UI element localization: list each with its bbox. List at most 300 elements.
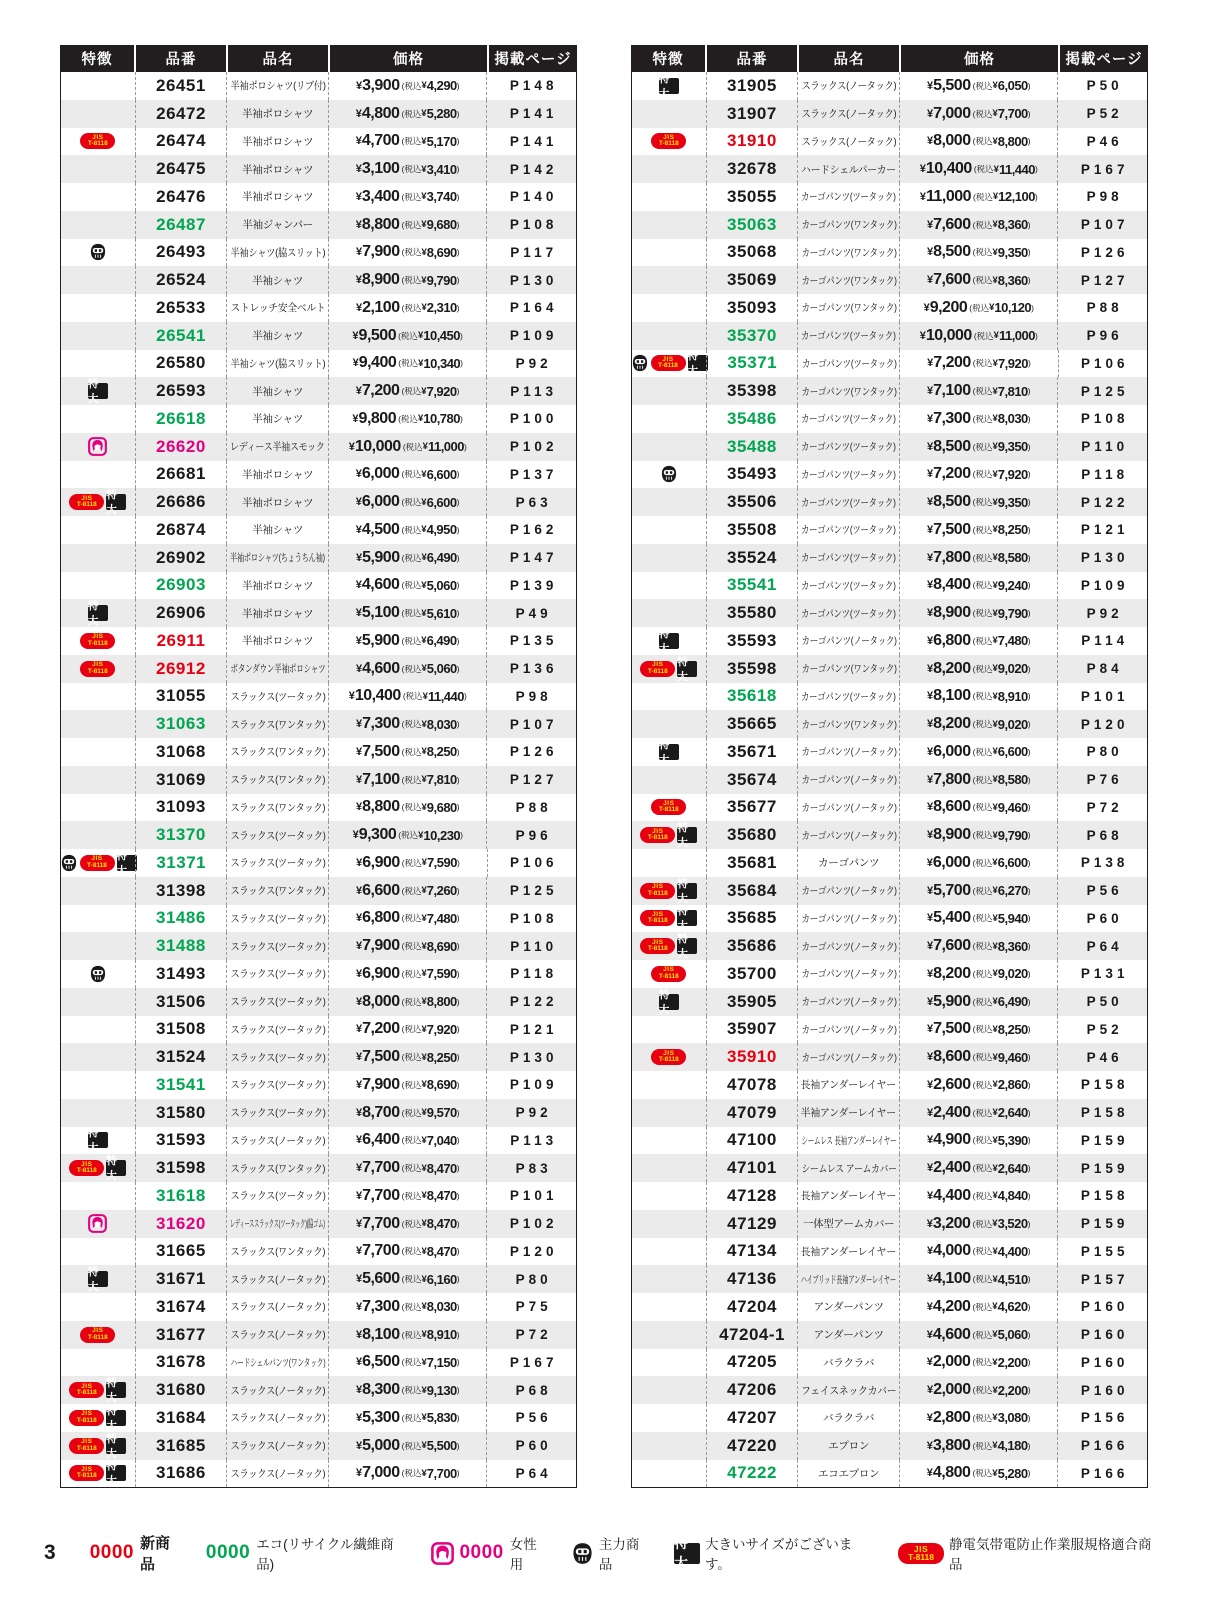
header-product-name: 品名 [797,45,899,72]
product-number: 35686 [706,932,798,960]
page-ref: P76 [1057,766,1147,794]
tokudai-badge: 特大 [106,1382,126,1398]
jis-t8118-badge: JIS T-8118 [651,966,686,982]
table-row [61,100,576,128]
feature-icons [61,544,135,572]
table-row [61,1376,576,1404]
price: ¥ 8,100 (税込 ¥ 8,910 ) [328,1321,486,1349]
feature-icons [632,1099,706,1127]
product-number: 35684 [706,877,798,905]
product-number: 35063 [706,211,798,239]
jis-t8118-badge: JIS T-8118 [69,1438,104,1454]
price: ¥ 3,100 (税込 ¥ 3,410 ) [328,155,486,183]
page-ref: P118 [486,960,576,988]
feature-icons [632,72,706,100]
price: ¥ 7,700 (税込 ¥ 8,470 ) [328,1154,486,1182]
product-number: 35493 [706,461,798,489]
skull-icon [631,354,649,372]
product-number: 35488 [706,433,798,461]
product-number: 31068 [135,738,227,766]
table-row [61,766,576,794]
page-ref: P147 [486,544,576,572]
header-features: 特徴 [652,52,684,68]
table-row [61,627,576,655]
table-row [61,988,576,1016]
page-ref: P160 [1057,1349,1147,1377]
table-row [632,100,1147,128]
page-ref: P159 [1057,1127,1147,1155]
product-name: 半袖ポロシャツ [242,579,314,592]
price: ¥ 8,000 (税込 ¥ 8,800 ) [899,128,1057,156]
product-name: 一体型アームカバー [802,1218,895,1231]
price: ¥ 8,300 (税込 ¥ 9,130 ) [328,1376,486,1404]
product-name: カーゴパンツ(ワンタック) [801,385,897,398]
page-ref: P160 [1057,1321,1147,1349]
page-ref: P46 [1057,1043,1147,1071]
page-ref: P162 [486,516,576,544]
product-name: スラックス(ノータック) [801,135,897,148]
feature-icons [632,988,706,1016]
product-number: 26474 [135,128,227,156]
product-name: スラックス(ツータック) [230,1023,326,1036]
product-name: カーゴパンツ(ツータック) [801,579,897,592]
feature-icons [61,294,135,322]
price: ¥ 9,200 (税込 ¥ 10,120 ) [899,294,1057,322]
page-ref: P120 [1057,710,1147,738]
product-name: エコエプロン [818,1467,880,1480]
feature-icons [61,1293,135,1321]
product-number: 47204-1 [706,1321,798,1349]
table-row [632,1127,1147,1155]
table-row [632,350,1147,378]
jis-t8118-badge: JIS T-8118 [640,827,675,843]
tokudai-badge: 特大 [659,744,679,760]
product-number: 31686 [135,1460,227,1488]
price: ¥ 8,700 (税込 ¥ 9,570 ) [328,1099,486,1127]
page-ref: P127 [486,766,576,794]
product-number: 47205 [706,1349,798,1377]
feature-icons [61,794,135,822]
feature-icons [632,821,706,849]
price: ¥ 6,900 (税込 ¥ 7,590 ) [328,849,486,877]
page-ref: P166 [1057,1432,1147,1460]
product-name: 長袖アンダーレイヤー [800,1245,897,1258]
page-ref: P110 [486,932,576,960]
tokudai-badge: 特大 [677,910,697,926]
feature-icons [632,544,706,572]
page-ref: P84 [1057,655,1147,683]
page-ref: P68 [1057,821,1147,849]
price: ¥ 5,900 (税込 ¥ 6,490 ) [328,627,486,655]
page-ref: P102 [486,1210,576,1238]
legend-jis-label: 静電気帯電防止作業服規格適合商品 [949,1537,1152,1572]
product-name: スラックス(ノータック) [230,1412,326,1425]
table-row [632,821,1147,849]
product-name: スラックス(ツータック) [230,1051,326,1064]
price: ¥ 4,800 (税込 ¥ 5,280 ) [328,100,486,128]
table-row [632,72,1147,100]
price: ¥ 6,000 (税込 ¥ 6,600 ) [899,849,1057,877]
product-name: ハイブリッド長袖アンダーレイヤー [801,1273,897,1286]
product-number: 47128 [706,1182,798,1210]
price: ¥ 4,500 (税込 ¥ 4,950 ) [328,516,486,544]
legend-eco-label: エコ(リサイクル繊維商品) [256,1537,394,1572]
table-row [61,960,576,988]
product-name: 半袖アンダーレイヤー [800,1107,897,1120]
product-name: シームレス 長袖アンダーレイヤー [801,1134,897,1147]
page-ref: P60 [1057,905,1147,933]
price: ¥ 4,000 (税込 ¥ 4,400 ) [899,1238,1057,1266]
table-row [61,183,576,211]
page-ref: P136 [486,655,576,683]
header-price: 価格 [328,45,487,72]
jis-t8118-badge: JIS T-8118 [640,883,675,899]
product-number: 35907 [706,1016,798,1044]
page-ref: P113 [486,1127,576,1155]
table-row [632,960,1147,988]
tokudai-badge: 特大 [674,1543,700,1564]
product-name: カーゴパンツ(ノータック) [801,746,897,759]
table-row [61,516,576,544]
table-row [632,655,1147,683]
table-row [632,1016,1147,1044]
product-number: 31541 [135,1071,227,1099]
page-ref: P135 [486,627,576,655]
feature-icons [61,1349,135,1377]
women-icon [88,1214,107,1233]
price: ¥ 7,500 (税込 ¥ 8,250 ) [899,1016,1057,1044]
feature-icons [61,1099,135,1127]
product-name: スラックス(ツータック) [230,690,326,703]
table-row [61,266,576,294]
page-ref: P88 [1057,294,1147,322]
page-ref: P141 [486,128,576,156]
table-row [632,905,1147,933]
feature-icons [61,683,135,711]
page-ref: P156 [1057,1404,1147,1432]
feature-icons [61,72,135,100]
product-table-left [60,45,577,1488]
product-number: 31488 [135,932,227,960]
tokudai-badge: 特大 [106,1465,126,1481]
skull-icon [571,1542,594,1565]
table-row [61,1210,576,1238]
feature-icons [61,1043,135,1071]
price: ¥ 5,400 (税込 ¥ 5,940 ) [899,905,1057,933]
price: ¥ 4,600 (税込 ¥ 5,060 ) [328,572,486,600]
price: ¥ 8,900 (税込 ¥ 9,790 ) [899,821,1057,849]
page-ref: P158 [1057,1182,1147,1210]
price: ¥ 7,600 (税込 ¥ 8,360 ) [899,266,1057,294]
feature-icons [61,1182,135,1210]
page-ref: P107 [1057,211,1147,239]
product-name: カーゴパンツ(ツータック) [801,441,897,454]
header-features: 特徴 [81,52,113,68]
product-name: カーゴパンツ(ノータック) [801,912,897,925]
table-row [632,1349,1147,1377]
table-row [61,294,576,322]
header-product-number: 品番 [134,45,226,72]
page-ref: P137 [486,461,576,489]
feature-icons [632,322,706,350]
table-row [632,794,1147,822]
page-ref: P101 [1057,683,1147,711]
page-ref: P118 [1057,461,1147,489]
price: ¥ 8,500 (税込 ¥ 9,350 ) [899,433,1057,461]
price: ¥ 4,700 (税込 ¥ 5,170 ) [328,128,486,156]
product-number: 47101 [706,1154,798,1182]
price: ¥ 2,800 (税込 ¥ 3,080 ) [899,1404,1057,1432]
price: ¥ 8,800 (税込 ¥ 9,680 ) [328,794,486,822]
price: ¥ 7,900 (税込 ¥ 8,690 ) [328,239,486,267]
price: ¥ 6,000 (税込 ¥ 6,600 ) [899,738,1057,766]
price: ¥ 7,900 (税込 ¥ 8,690 ) [328,932,486,960]
product-name: 半袖シャツ [252,524,304,537]
page-ref: P138 [1057,849,1147,877]
product-name: 半袖ポロシャツ [242,635,314,648]
jis-t8118-badge: JIS T-8118 [640,661,675,677]
price: ¥ 7,900 (税込 ¥ 8,690 ) [328,1071,486,1099]
table-row [632,461,1147,489]
table-row [61,710,576,738]
feature-icons [61,877,135,905]
jis-t8118-badge: JIS T-8118 [69,494,104,510]
table-row [632,266,1147,294]
feature-icons [61,655,135,683]
table-row [61,1071,576,1099]
table-row [61,1099,576,1127]
product-number: 26911 [135,627,227,655]
tokudai-badge: 特大 [659,994,679,1010]
table-row [632,572,1147,600]
price: ¥ 7,200 (税込 ¥ 7,920 ) [899,350,1057,378]
table-row [632,1460,1147,1488]
product-name: 半袖シャツ(脇スリット) [230,357,326,370]
product-name: カーゴパンツ(ツータック) [801,357,897,370]
page-ref: P164 [486,294,576,322]
page-ref: P121 [486,1016,576,1044]
feature-icons [61,1265,135,1293]
product-name: スラックス(ノータック) [230,1467,326,1480]
page-ref: P120 [486,1238,576,1266]
page-ref: P98 [1057,183,1147,211]
feature-icons [61,128,135,156]
table-row [61,211,576,239]
price: ¥ 4,800 (税込 ¥ 5,280 ) [899,1460,1057,1488]
feature-icons [61,849,135,877]
table-row [61,1265,576,1293]
table-row [632,1238,1147,1266]
table-row [61,405,576,433]
price: ¥ 6,900 (税込 ¥ 7,590 ) [328,960,486,988]
page-ref: P98 [486,683,576,711]
page-ref: P142 [486,155,576,183]
product-name: エプロン [828,1440,870,1453]
jis-t8118-badge: JIS T-8118 [80,661,115,677]
page-ref: P160 [1057,1293,1147,1321]
product-number: 31910 [706,128,798,156]
price: ¥ 3,900 (税込 ¥ 4,290 ) [328,72,486,100]
product-name: カーゴパンツ(ワンタック) [801,274,897,287]
table-row [632,211,1147,239]
price: ¥ 7,500 (税込 ¥ 8,250 ) [328,738,486,766]
page-ref: P166 [1057,1460,1147,1488]
product-name: カーゴパンツ(ツータック) [801,524,897,537]
table-row [632,516,1147,544]
feature-icons [61,1376,135,1404]
page-ref: P108 [1057,405,1147,433]
legend-tokudai [674,1533,876,1573]
product-number: 47222 [706,1460,798,1488]
feature-icons [61,350,135,378]
product-name: フェイスネックカバー [800,1384,897,1397]
product-number: 26580 [135,350,227,378]
product-table-right [631,45,1148,1488]
page-ref: P125 [486,877,576,905]
product-name: 長袖アンダーレイヤー [800,1079,897,1092]
page-ref: P68 [486,1376,576,1404]
table-row [61,461,576,489]
product-name: スラックス(ノータック) [230,1273,326,1286]
feature-icons [61,960,135,988]
table-row [632,183,1147,211]
price: ¥ 8,200 (税込 ¥ 9,020 ) [899,710,1057,738]
price: ¥ 7,300 (税込 ¥ 8,030 ) [328,710,486,738]
page-ref: P63 [486,488,576,516]
product-number: 26524 [135,266,227,294]
feature-icons [632,1293,706,1321]
price: ¥ 8,200 (税込 ¥ 9,020 ) [899,655,1057,683]
tokudai-badge: 特大 [677,827,697,843]
product-number: 31907 [706,100,798,128]
product-number: 35370 [706,322,798,350]
product-number: 26593 [135,377,227,405]
page-ref: P121 [1057,516,1147,544]
product-number: 35905 [706,988,798,1016]
price: ¥ 6,500 (税込 ¥ 7,150 ) [328,1349,486,1377]
jis-t8118-badge: JIS T-8118 [651,133,686,149]
feature-icons [632,1127,706,1155]
table-body [631,72,1148,1488]
price: ¥ 9,300 (税込 ¥ 10,230 ) [328,821,486,849]
women-icon [88,437,107,456]
table-row [632,1321,1147,1349]
product-number: 31674 [135,1293,227,1321]
jis-t8118-badge: JIS T-8118 [898,1543,944,1564]
product-number: 31620 [135,1210,227,1238]
feature-icons [632,1460,706,1488]
product-number: 35674 [706,766,798,794]
table-row [632,294,1147,322]
product-number: 31671 [135,1265,227,1293]
feature-icons [61,100,135,128]
product-name: スラックス(ノータック) [801,108,897,121]
product-name: スラックス(ワンタック) [230,746,326,759]
price: ¥ 7,000 (税込 ¥ 7,700 ) [328,1460,486,1488]
price: ¥ 7,700 (税込 ¥ 8,470 ) [328,1210,486,1238]
price: ¥ 5,700 (税込 ¥ 6,270 ) [899,877,1057,905]
product-name: カーゴパンツ(ツータック) [801,552,897,565]
price: ¥ 4,600 (税込 ¥ 5,060 ) [328,655,486,683]
table-row [61,849,576,877]
page-ref: P130 [486,266,576,294]
page-ref: P102 [486,433,576,461]
price: ¥ 8,600 (税込 ¥ 9,460 ) [899,794,1057,822]
table-row [632,627,1147,655]
price: ¥ 8,500 (税込 ¥ 9,350 ) [899,239,1057,267]
table-row [632,1210,1147,1238]
price: ¥ 7,000 (税込 ¥ 7,700 ) [899,100,1057,128]
product-number: 47078 [706,1071,798,1099]
tokudai-badge: 特大 [106,1438,126,1454]
feature-icons [632,905,706,933]
product-number: 31593 [135,1127,227,1155]
tokudai-badge: 特大 [106,1410,126,1426]
feature-icons [632,655,706,683]
page-ref: P157 [1057,1265,1147,1293]
product-name: スラックス(ワンタック) [230,1162,326,1175]
legend-new-label: 新商品 [139,1535,170,1573]
product-number: 31905 [706,72,798,100]
price: ¥ 6,400 (税込 ¥ 7,040 ) [328,1127,486,1155]
tokudai-badge: 特大 [88,1132,108,1148]
price: ¥ 8,500 (税込 ¥ 9,350 ) [899,488,1057,516]
product-number: 31665 [135,1238,227,1266]
feature-icons [61,1404,135,1432]
price: ¥ 4,400 (税込 ¥ 4,840 ) [899,1182,1057,1210]
price: ¥ 7,700 (税込 ¥ 8,470 ) [328,1182,486,1210]
product-name: 半袖シャツ [252,274,304,287]
product-number: 31063 [135,710,227,738]
tokudai-badge: 特大 [88,1271,108,1287]
product-number: 31598 [135,1154,227,1182]
page-ref: P96 [1057,322,1147,350]
feature-icons [632,627,706,655]
product-name: レディース半袖スモック [230,441,325,454]
table-row [632,849,1147,877]
feature-icons [632,1016,706,1044]
product-number: 35685 [706,905,798,933]
product-number: 47204 [706,1293,798,1321]
feature-icons [61,1016,135,1044]
price: ¥ 3,200 (税込 ¥ 3,520 ) [899,1210,1057,1238]
table-row [632,239,1147,267]
page-number: 3 [44,1541,56,1564]
tokudai-badge: 特大 [88,383,108,399]
product-name: カーゴパンツ(ノータック) [801,996,897,1009]
table-row [61,655,576,683]
table-row [61,1293,576,1321]
product-number: 26681 [135,461,227,489]
product-name: 半袖シャツ [252,330,304,343]
product-number: 35671 [706,738,798,766]
table-row [61,1321,576,1349]
jis-t8118-badge: JIS T-8118 [640,938,675,954]
table-row [632,155,1147,183]
product-name: カーゴパンツ(ノータック) [801,1051,897,1064]
page-ref: P92 [486,350,576,378]
product-name: 半袖シャツ [252,385,304,398]
page-ref: P106 [1058,350,1147,378]
page-ref: P167 [486,1349,576,1377]
price: ¥ 2,400 (税込 ¥ 2,640 ) [899,1154,1057,1182]
product-name: カーゴパンツ(ツータック) [801,468,897,481]
feature-icons [632,1349,706,1377]
feature-icons [61,377,135,405]
feature-icons [632,599,706,627]
price: ¥ 2,100 (税込 ¥ 2,310 ) [328,294,486,322]
product-name: スラックス(ノータック) [230,1384,326,1397]
